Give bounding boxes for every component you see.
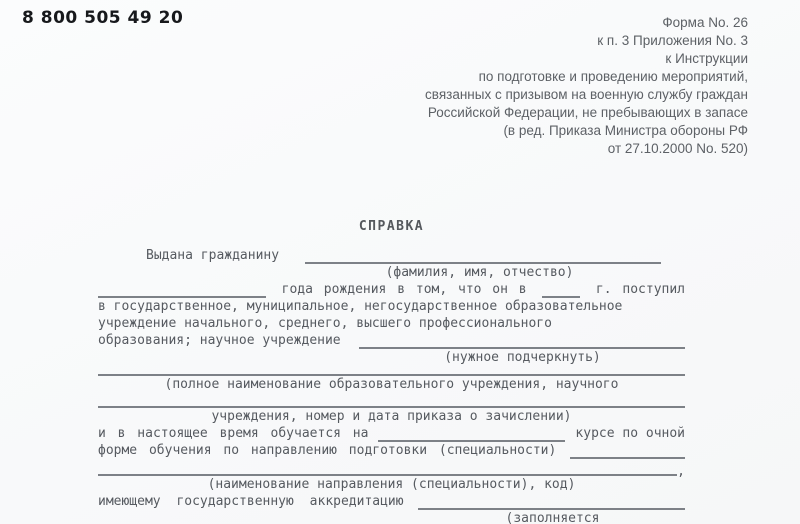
study-form-text: форме обучения по направлению подготовки (специальности) xyxy=(98,443,557,458)
paragraph-line: в государственное, муниципальное, негосударственное образовательное xyxy=(98,299,623,314)
trailing-comma: , xyxy=(677,464,685,479)
form-ref-line: к п. 3 Приложения No. 3 xyxy=(597,33,748,48)
form-ref-line: связанных с призывом на военную службу граждан xyxy=(425,87,748,102)
course-blank-line xyxy=(378,427,565,442)
institution-blank-line xyxy=(359,334,685,349)
birth-year-blank-line xyxy=(98,283,266,298)
institution-name-blank-line xyxy=(98,366,685,376)
specialty-blank-line xyxy=(570,444,685,459)
underline-needed-caption: (нужное подчеркнуть) xyxy=(444,350,601,365)
specialty-name-blank-line xyxy=(98,461,677,476)
issued-to-label: Выдана гражданину xyxy=(146,248,280,263)
institution-caption-line1: (полное наименование образовательного учреждения, научного xyxy=(164,377,619,392)
form-ref-line: по подготовке и проведению мероприятий, xyxy=(478,69,748,84)
filled-in-caption: (заполняется xyxy=(505,511,600,524)
enrollment-order-blank-line xyxy=(98,393,685,408)
study-text-end: курсе по очной xyxy=(575,426,685,441)
study-text-start: и в настоящее время обучается на xyxy=(98,426,369,441)
institution-caption-line2: учреждения, номер и дата приказа о зачислении) xyxy=(211,409,572,424)
form-ref-line: к Инструкции xyxy=(665,51,748,66)
form-ref-line: от 27.10.2000 No. 520) xyxy=(607,141,748,156)
form-ref-line: (в ред. Приказа Министра обороны РФ xyxy=(503,123,748,138)
phone-number: 8 800 505 49 20 xyxy=(22,8,184,28)
birth-text: года рождения в том, что он в xyxy=(281,282,527,297)
form-ref-line: Российской Федерации, не пребывающих в запасе xyxy=(427,105,748,120)
accreditation-blank-line xyxy=(418,495,685,510)
admission-text: г. поступил xyxy=(595,282,685,297)
paragraph-line: образования; научное учреждение xyxy=(98,333,341,348)
form-reference-block xyxy=(425,14,748,158)
specialty-caption: (наименование направления (специальности), код) xyxy=(207,477,576,492)
fio-caption: (фамилия, имя, отчество) xyxy=(385,265,574,280)
document-body xyxy=(98,247,685,524)
accreditation-label: имеющему государственную аккредитацию xyxy=(98,494,404,509)
admission-year-blank-line xyxy=(542,283,580,298)
fio-blank-line xyxy=(305,249,661,264)
form-ref-line: Форма No. 26 xyxy=(662,15,748,30)
paragraph-line: учреждение начального, среднего, высшего профессионального xyxy=(98,316,552,331)
document-title: СПРАВКА xyxy=(358,219,425,234)
